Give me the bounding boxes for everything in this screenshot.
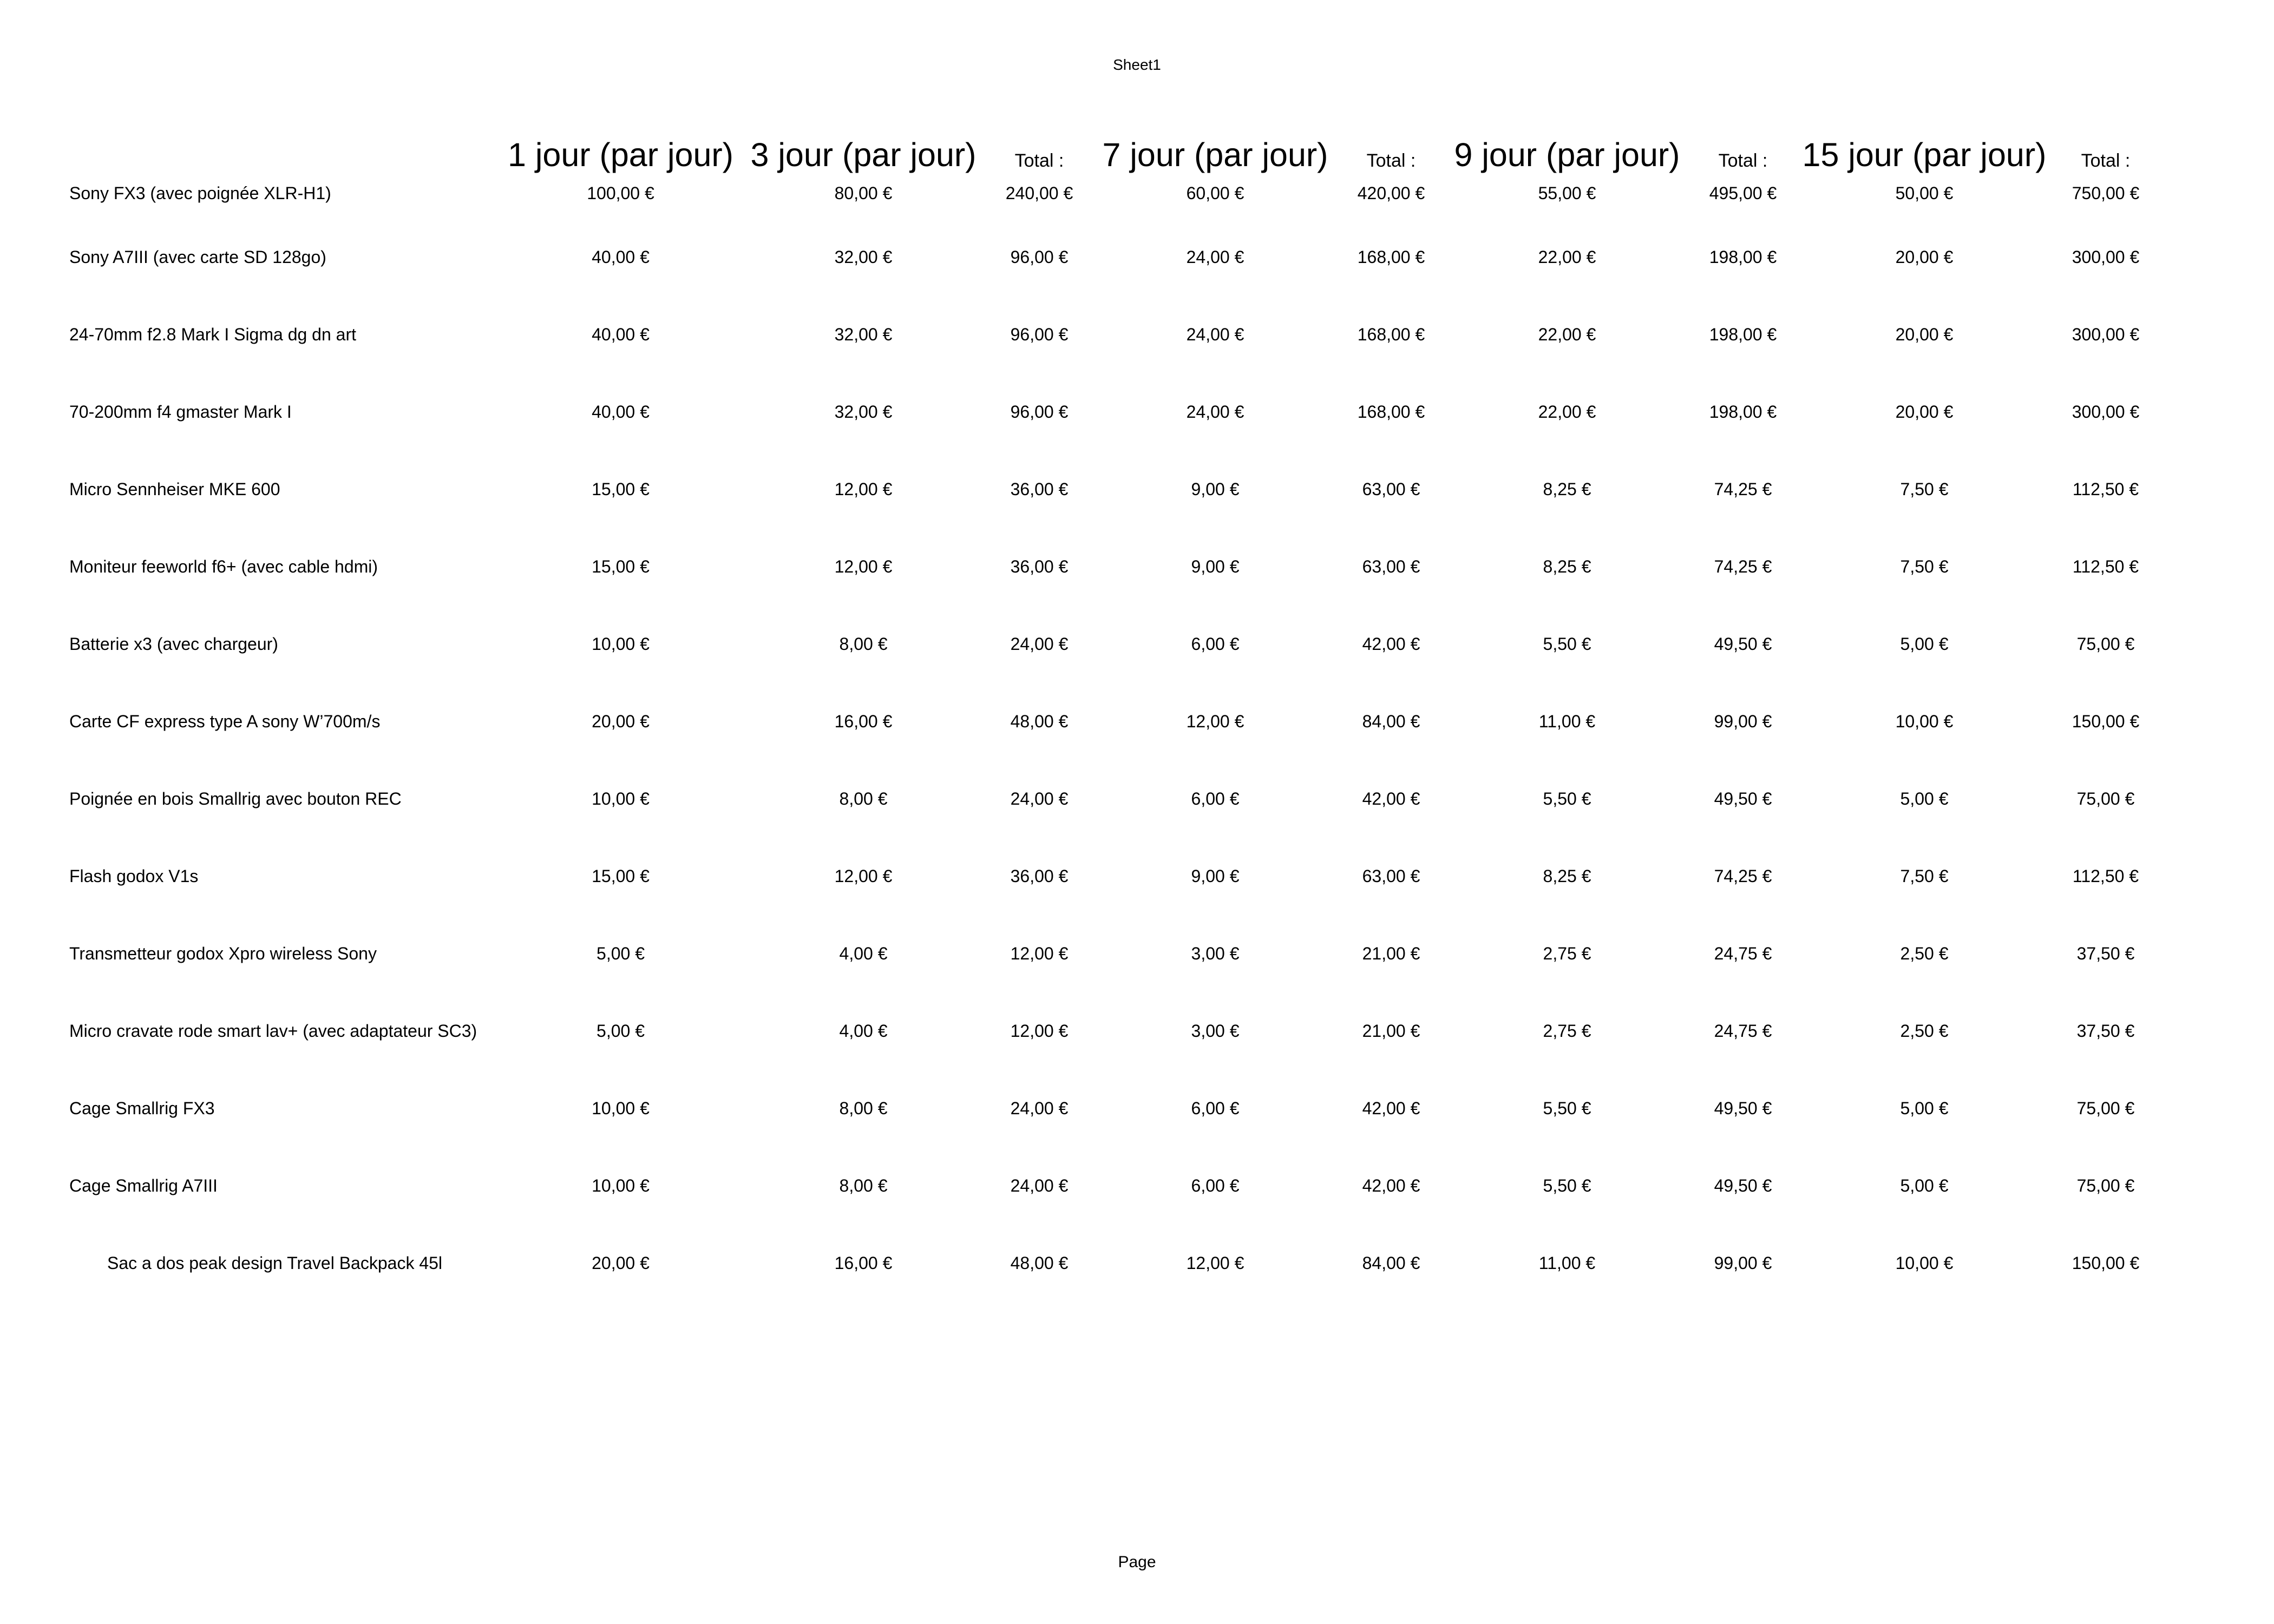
price-cell: 80,00 € [834,183,893,203]
price-cell: 8,25 € [1543,557,1591,576]
price-cell: 20,00 € [592,712,650,731]
price-cell: 36,00 € [1010,479,1069,499]
price-cell: 198,00 € [1709,402,1777,422]
price-cell: 24,00 € [1186,325,1244,344]
price-cell: 42,00 € [1362,1099,1420,1118]
price-cell: 15,00 € [592,866,650,886]
price-table [69,120,2152,1302]
item-name-cell: Micro Sennheiser MKE 600 [69,479,280,499]
price-cell: 20,00 € [1895,402,1954,422]
price-cell: 8,00 € [839,1176,888,1195]
price-cell: 10,00 € [592,789,650,808]
price-cell: 15,00 € [592,479,650,499]
price-cell: 63,00 € [1362,866,1420,886]
price-cell: 12,00 € [1186,712,1244,731]
item-name-cell: Sony FX3 (avec poignée XLR-H1) [69,183,331,203]
price-cell: 96,00 € [1010,325,1069,344]
price-cell: 9,00 € [1191,866,1240,886]
item-name-cell: 70-200mm f4 gmaster Mark I [69,402,292,422]
price-cell: 40,00 € [592,247,650,267]
item-name-cell: 24-70mm f2.8 Mark I Sigma dg dn art [69,325,356,344]
item-name-cell: Poignée en bois Smallrig avec bouton REC [69,789,402,808]
price-cell: 99,00 € [1714,712,1772,731]
price-cell: 12,00 € [1010,1021,1069,1041]
price-cell: 32,00 € [834,325,893,344]
header-rate: 15 jour (par jour) [1802,136,2047,173]
price-cell: 6,00 € [1191,1099,1240,1118]
price-cell: 3,00 € [1191,944,1240,963]
price-cell: 15,00 € [592,557,650,576]
price-cell: 75,00 € [2076,634,2135,654]
price-cell: 7,50 € [1900,557,1949,576]
price-cell: 24,75 € [1714,1021,1772,1041]
price-cell: 6,00 € [1191,1176,1240,1195]
price-cell: 10,00 € [592,1176,650,1195]
price-cell: 84,00 € [1362,712,1420,731]
price-cell: 4,00 € [839,944,888,963]
price-cell: 63,00 € [1362,557,1420,576]
table-row [69,915,2152,992]
price-cell: 49,50 € [1714,634,1772,654]
price-cell: 5,50 € [1543,1099,1591,1118]
price-cell: 112,50 € [2072,479,2139,499]
price-cell: 96,00 € [1010,402,1069,422]
price-cell: 20,00 € [1895,325,1954,344]
price-cell: 75,00 € [2076,1099,2135,1118]
price-cell: 198,00 € [1709,247,1777,267]
price-cell: 2,50 € [1900,944,1949,963]
item-name-cell: Sac a dos peak design Travel Backpack 45l [107,1253,443,1273]
price-cell: 168,00 € [1357,402,1425,422]
header-total: Total : [1014,150,1064,171]
price-cell: 24,00 € [1010,1176,1069,1195]
price-cell: 240,00 € [1005,183,1073,203]
item-name-cell: Transmetteur godox Xpro wireless Sony [69,944,377,963]
price-cell: 74,25 € [1714,479,1772,499]
price-cell: 24,00 € [1010,789,1069,808]
price-cell: 6,00 € [1191,789,1240,808]
table-row [69,1070,2152,1147]
price-cell: 21,00 € [1362,944,1420,963]
header-total: Total : [1718,150,1768,171]
table-row [69,683,2152,760]
price-cell: 74,25 € [1714,866,1772,886]
price-cell: 5,00 € [1900,1099,1949,1118]
price-cell: 168,00 € [1357,247,1425,267]
header-rate: 7 jour (par jour) [1102,136,1328,173]
price-cell: 5,50 € [1543,1176,1591,1195]
price-cell: 2,75 € [1543,1021,1591,1041]
price-cell: 20,00 € [1895,247,1954,267]
item-name-cell: Cage Smallrig FX3 [69,1099,215,1118]
price-cell: 5,00 € [1900,1176,1949,1195]
price-cell: 12,00 € [1186,1253,1244,1273]
price-cell: 8,25 € [1543,479,1591,499]
price-cell: 24,00 € [1010,634,1069,654]
price-cell: 42,00 € [1362,1176,1420,1195]
item-name-cell: Batterie x3 (avec chargeur) [69,634,278,654]
price-cell: 10,00 € [592,634,650,654]
price-cell: 48,00 € [1010,712,1069,731]
header-total: Total : [1366,150,1416,171]
price-cell: 495,00 € [1709,183,1777,203]
price-cell: 4,00 € [839,1021,888,1041]
price-cell: 5,50 € [1543,789,1591,808]
price-cell: 168,00 € [1357,325,1425,344]
header-rate: 9 jour (par jour) [1454,136,1680,173]
price-cell: 2,75 € [1543,944,1591,963]
price-cell: 36,00 € [1010,557,1069,576]
table-row [69,219,2152,296]
header-total: Total : [2081,150,2131,171]
price-cell: 5,00 € [597,944,645,963]
price-cell: 10,00 € [1895,1253,1954,1273]
price-cell: 112,50 € [2072,866,2139,886]
price-cell: 5,00 € [1900,789,1949,808]
price-cell: 8,00 € [839,634,888,654]
price-cell: 16,00 € [834,1253,893,1273]
price-cell: 48,00 € [1010,1253,1069,1273]
table-row [69,183,2152,219]
item-name-cell: Carte CF express type A sony W’700m/s [69,712,381,731]
price-cell: 75,00 € [2076,789,2135,808]
price-cell: 24,00 € [1186,402,1244,422]
table-row [69,451,2152,528]
price-cell: 12,00 € [834,479,893,499]
price-cell: 24,00 € [1186,247,1244,267]
price-cell: 3,00 € [1191,1021,1240,1041]
page-footer: Page [1118,1553,1156,1571]
table-row [69,296,2152,373]
item-name-cell: Sony A7III (avec carte SD 128go) [69,247,326,267]
price-cell: 11,00 € [1538,712,1596,731]
price-cell: 100,00 € [587,183,654,203]
table-row [69,606,2152,683]
price-cell: 300,00 € [2072,325,2140,344]
price-cell: 150,00 € [2072,1253,2140,1273]
price-cell: 32,00 € [834,247,893,267]
price-cell: 63,00 € [1362,479,1420,499]
price-cell: 60,00 € [1186,183,1244,203]
item-name-cell: Cage Smallrig A7III [69,1176,218,1195]
price-cell: 6,00 € [1191,634,1240,654]
price-cell: 40,00 € [592,402,650,422]
price-cell: 49,50 € [1714,789,1772,808]
price-cell: 32,00 € [834,402,893,422]
price-cell: 5,00 € [1900,634,1949,654]
sheet-title: Sheet1 [1113,56,1161,73]
price-cell: 24,75 € [1714,944,1772,963]
table-row [69,992,2152,1070]
table-row [69,838,2152,915]
price-cell: 12,00 € [834,557,893,576]
header-item [69,120,508,183]
price-cell: 16,00 € [834,712,893,731]
header-rate: 1 jour (par jour) [508,136,733,173]
price-cell: 55,00 € [1538,183,1596,203]
price-cell: 9,00 € [1191,479,1240,499]
table-row [69,1147,2152,1225]
price-cell: 10,00 € [592,1099,650,1118]
table-header [69,120,2152,183]
price-cell: 24,00 € [1010,1099,1069,1118]
price-cell: 7,50 € [1900,479,1949,499]
price-cell: 74,25 € [1714,557,1772,576]
price-cell: 75,00 € [2076,1176,2135,1195]
table-row [69,528,2152,606]
price-cell: 37,50 € [2076,1021,2135,1041]
price-cell: 99,00 € [1714,1253,1772,1273]
price-cell: 49,50 € [1714,1099,1772,1118]
item-name-cell: Micro cravate rode smart lav+ (avec adaptateur SC3) [69,1021,477,1041]
price-cell: 7,50 € [1900,866,1949,886]
price-cell: 22,00 € [1538,247,1596,267]
price-cell: 22,00 € [1538,325,1596,344]
price-cell: 20,00 € [592,1253,650,1273]
price-cell: 36,00 € [1010,866,1069,886]
price-cell: 198,00 € [1709,325,1777,344]
price-cell: 8,25 € [1543,866,1591,886]
price-cell: 8,00 € [839,1099,888,1118]
table-row [69,1225,2152,1302]
price-cell: 420,00 € [1357,183,1425,203]
price-cell: 12,00 € [834,866,893,886]
price-cell: 2,50 € [1900,1021,1949,1041]
table-body [69,183,2152,1302]
price-cell: 750,00 € [2072,183,2140,203]
item-name-cell: Moniteur feeworld f6+ (avec cable hdmi) [69,557,378,576]
price-cell: 42,00 € [1362,634,1420,654]
header-rate: 3 jour (par jour) [750,136,977,173]
price-cell: 11,00 € [1538,1253,1596,1273]
price-cell: 21,00 € [1362,1021,1420,1041]
price-cell: 42,00 € [1362,789,1420,808]
price-cell: 12,00 € [1010,944,1069,963]
price-cell: 9,00 € [1191,557,1240,576]
price-cell: 40,00 € [592,325,650,344]
price-cell: 84,00 € [1362,1253,1420,1273]
price-cell: 5,00 € [597,1021,645,1041]
table-row [69,373,2152,451]
price-cell: 112,50 € [2072,557,2139,576]
price-cell: 150,00 € [2072,712,2140,731]
price-cell: 37,50 € [2076,944,2135,963]
price-cell: 5,50 € [1543,634,1591,654]
price-cell: 10,00 € [1895,712,1954,731]
price-cell: 8,00 € [839,789,888,808]
table-row [69,760,2152,838]
price-cell: 96,00 € [1010,247,1069,267]
price-cell: 300,00 € [2072,402,2140,422]
header-row [69,120,2152,183]
price-cell: 49,50 € [1714,1176,1772,1195]
item-name-cell: Flash godox V1s [69,866,199,886]
price-cell: 22,00 € [1538,402,1596,422]
price-cell: 300,00 € [2072,247,2140,267]
price-cell: 50,00 € [1895,183,1954,203]
